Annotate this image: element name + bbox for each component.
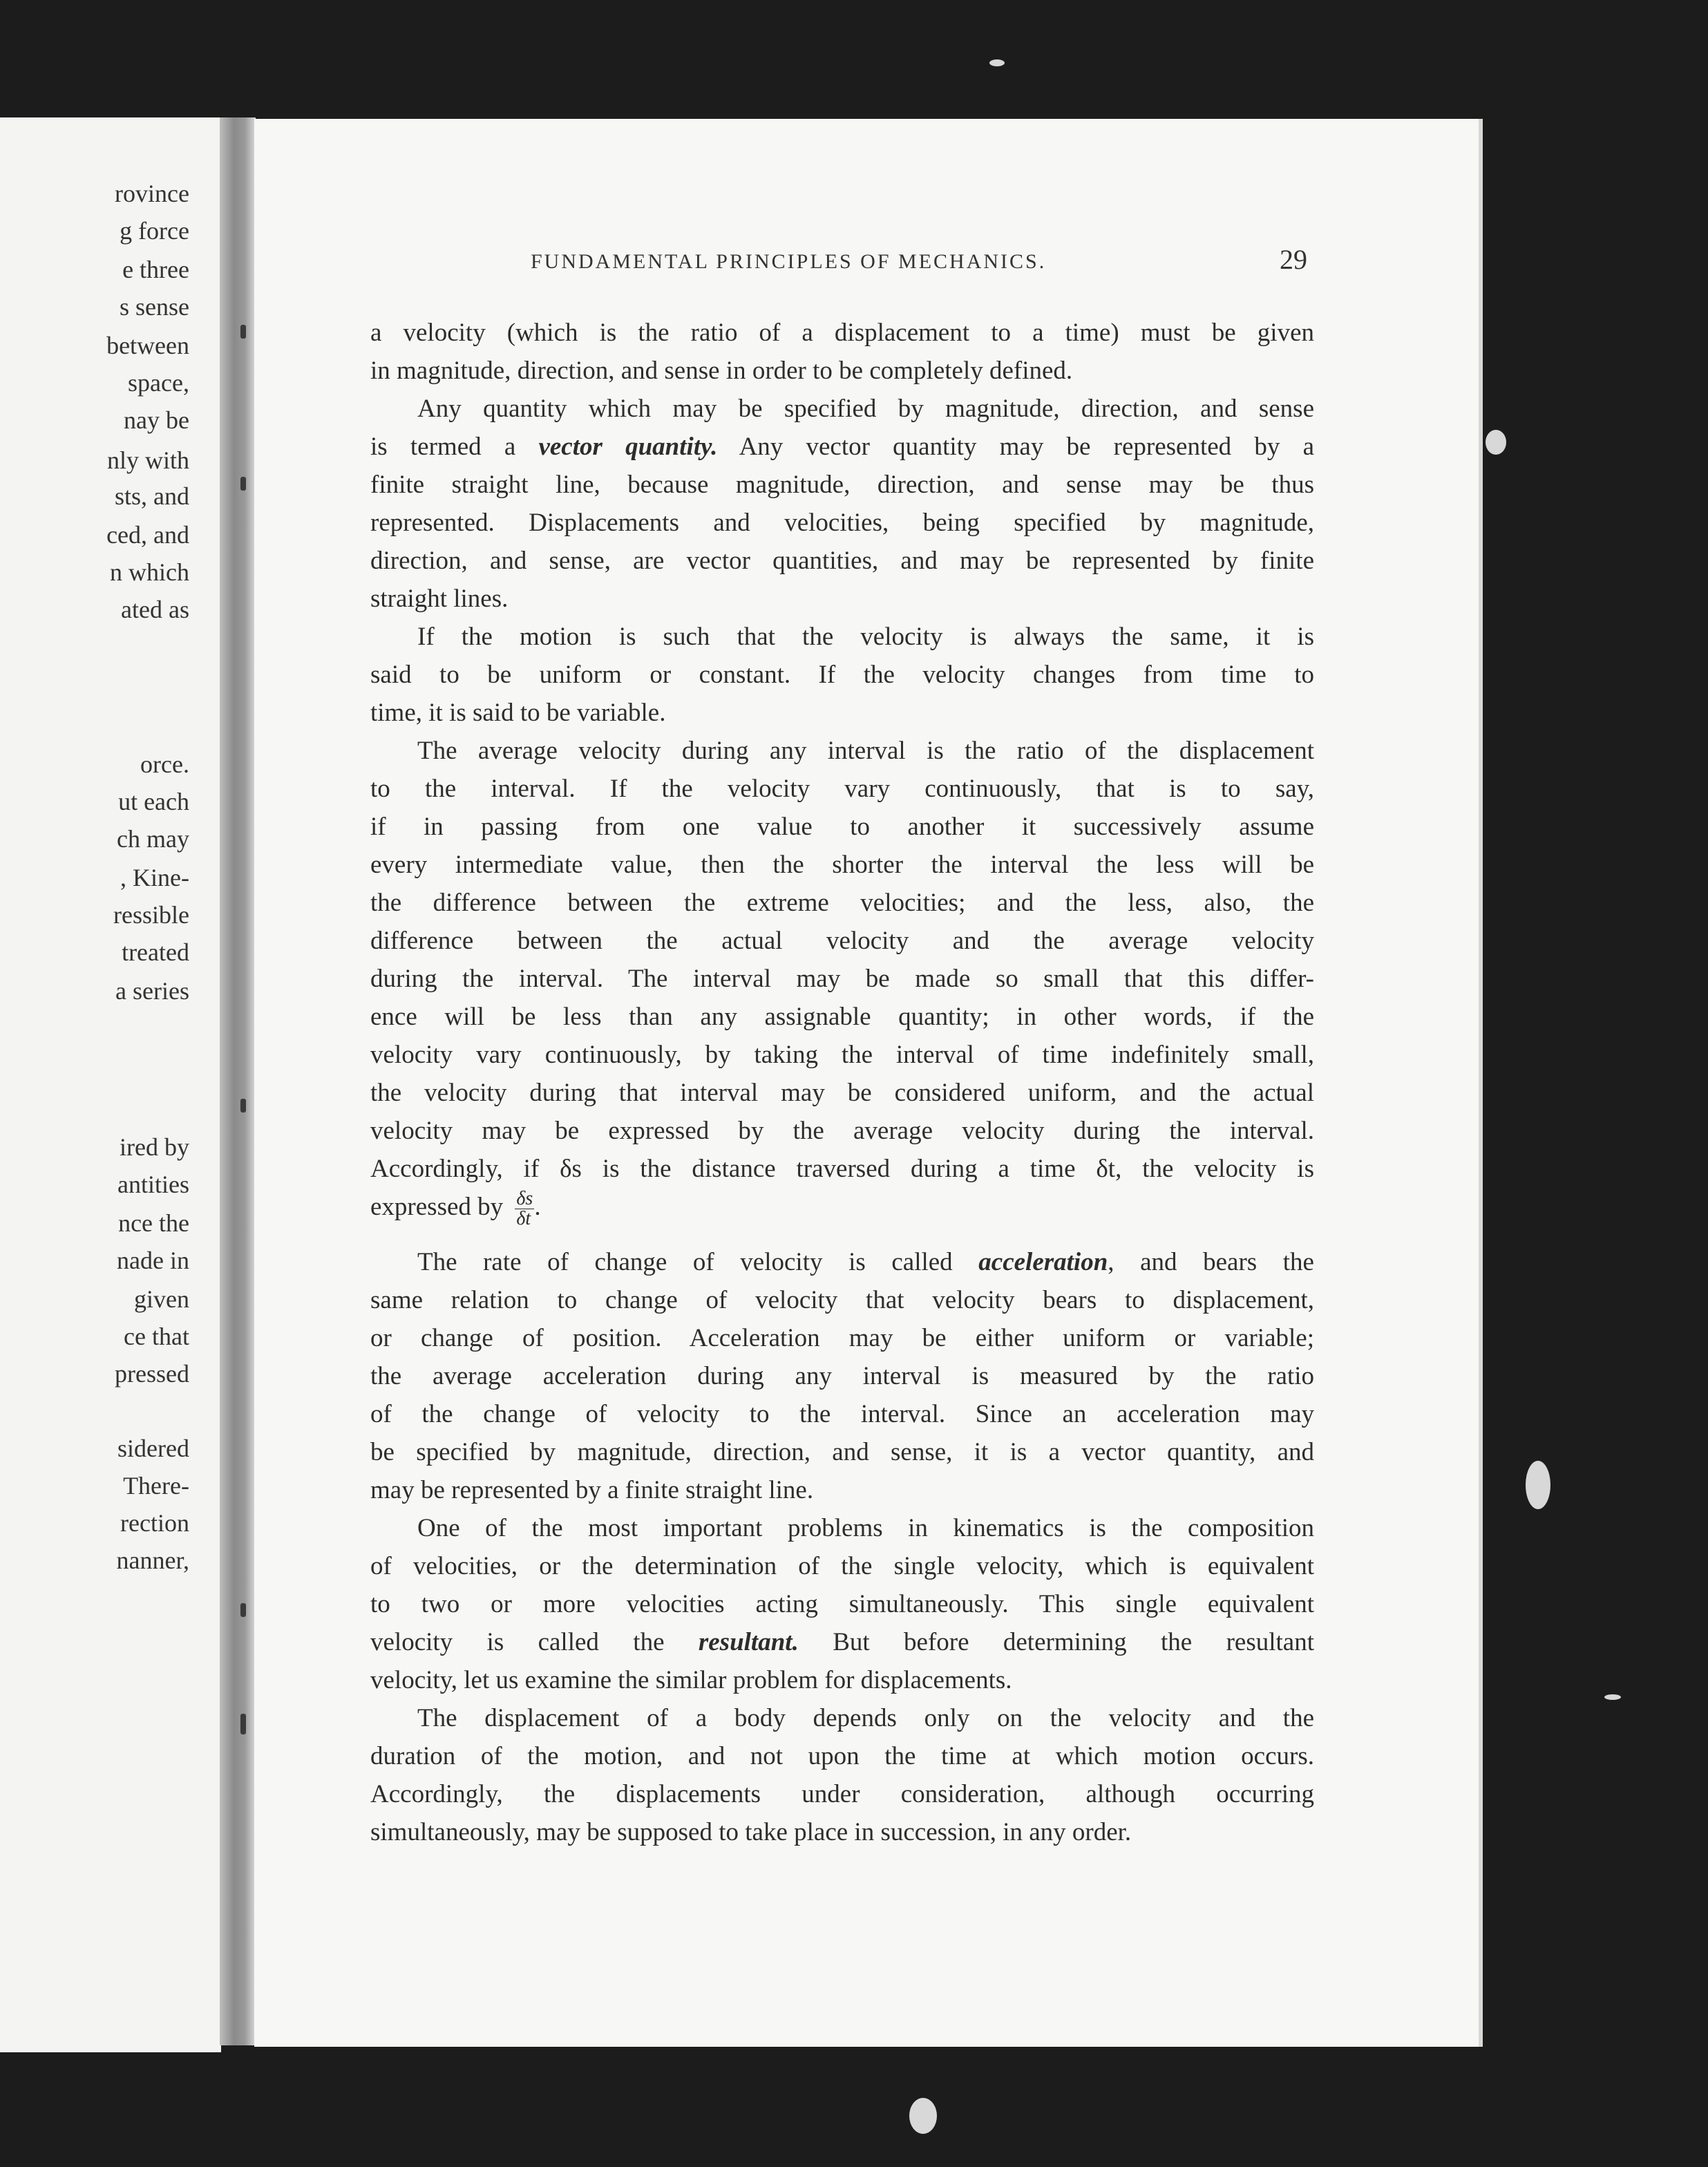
emphasized-term: acceleration (978, 1248, 1108, 1276)
dust-speck (989, 59, 1005, 66)
body-text (370, 314, 1314, 1851)
text-line: to the interval. If the velocity vary continuously, that is to say, (370, 775, 1314, 803)
left-page-text-fragment: rovince (115, 180, 189, 207)
text-line: be specified by magnitude, direction, and sense, it is a vector quantity, and (370, 1438, 1314, 1466)
text-line: ence will be less than any assignable quantity; in other words, if the (370, 1003, 1314, 1031)
text-line: velocity, let us examine the similar problem for displacements. (370, 1666, 1012, 1694)
left-page-text-fragment: ce that (124, 1323, 189, 1350)
text-line: the average acceleration during any interval is measured by the ratio (370, 1362, 1314, 1390)
text-line: simultaneously, may be supposed to take place in succession, in any order. (370, 1818, 1132, 1846)
left-page-text-fragment: ch may (117, 825, 189, 853)
left-page-text-fragment: s sense (120, 293, 189, 321)
text-line: said to be uniform or constant. If the velocity changes from time to (370, 661, 1314, 689)
gutter-mark (240, 1721, 246, 1734)
left-page-text-fragment: ired by (120, 1133, 189, 1161)
text-line: The average velocity during any interval is the ratio of the displacement (417, 737, 1314, 765)
left-page-text-fragment: nly with (106, 446, 189, 474)
left-page-text-fragment: n which (110, 558, 189, 586)
emphasized-term: vector quantity. (538, 433, 718, 461)
left-page-text-fragment: antities (117, 1171, 189, 1198)
left-page-text-fragment: g force (120, 217, 189, 245)
text-line: of velocities, or the determination of the single velocity, which is equivalent (370, 1552, 1314, 1580)
text-line: The rate of change of velocity is called acceleration, and bears the (417, 1248, 1314, 1276)
left-page-text-fragment: sidered (117, 1435, 189, 1462)
text-line: direction, and sense, are vector quantities, and may be represented by finite (370, 547, 1314, 575)
page-number: 29 (1280, 244, 1307, 275)
left-page-text-fragment: space, (128, 369, 189, 397)
left-page-text-fragment: a series (115, 977, 189, 1005)
left-page-text-fragment: sts, and (115, 482, 189, 510)
text-line: velocity may be expressed by the average velocity during the interval. (370, 1117, 1314, 1145)
left-page-text-fragment: between (106, 332, 189, 359)
left-page-text-fragment: pressed (115, 1360, 189, 1388)
dust-speck (1604, 1694, 1621, 1700)
text-line: expressed by $\frac{\delta s}{\delta t}$ . (370, 1188, 541, 1230)
left-page-text-fragment: ut each (118, 788, 189, 815)
left-page-text-fragment: orce. (140, 750, 189, 778)
text-line: Accordingly, the displacements under consideration, although occurring (370, 1780, 1314, 1808)
left-page-text-fragment: nade in (117, 1247, 189, 1274)
text-line: One of the most important problems in kinematics is the composition (417, 1514, 1314, 1542)
left-page-text-fragment: , Kine- (120, 864, 189, 891)
text-line: or change of position. Acceleration may be either uniform or variable; (370, 1324, 1314, 1352)
text-line: in magnitude, direction, and sense in order to be completely defined. (370, 357, 1073, 385)
text-line: difference between the actual velocity and the average velocity (370, 927, 1314, 955)
dust-speck (1526, 1461, 1550, 1509)
left-page-text-fragment: rection (120, 1509, 189, 1537)
left-page-text-fragment: given (134, 1285, 189, 1313)
gutter-mark (240, 1603, 246, 1617)
text-line: every intermediate value, then the shorter the interval the less will be (370, 851, 1314, 879)
text-line: Any quantity which may be specified by magnitude, direction, and sense (417, 395, 1314, 423)
text-line: if in passing from one value to another it successively assume (370, 813, 1314, 841)
running-head: FUNDAMENTAL PRINCIPLES OF MECHANICS. (531, 250, 1047, 273)
left-page-text-fragment: ced, and (106, 521, 189, 549)
left-page-text-fragment: There- (123, 1472, 189, 1499)
text-line: same relation to change of velocity that velocity bears to displacement, (370, 1286, 1314, 1314)
dust-speck (1486, 430, 1506, 455)
left-page-text-fragment: ated as (121, 596, 189, 623)
emphasized-term: resultant. (698, 1628, 799, 1656)
text-line: straight lines. (370, 585, 509, 613)
text-line: of the change of velocity to the interval. Since an acceleration may (370, 1400, 1314, 1428)
left-page-text-fragment: nanner, (116, 1546, 189, 1574)
book-gutter (220, 117, 256, 2045)
text-line: velocity is called the resultant. But before determining the resultant (370, 1628, 1314, 1656)
text-line: the velocity during that interval may be considered uniform, and the actual (370, 1079, 1314, 1107)
text-line: may be represented by a finite straight line. (370, 1476, 814, 1504)
text-line: a velocity (which is the ratio of a displacement to a time) must be given (370, 319, 1314, 347)
text-line: velocity vary continuously, by taking the interval of time indefinitely small, (370, 1041, 1314, 1069)
text-line: time, it is said to be variable. (370, 699, 666, 727)
text-line: duration of the motion, and not upon the time at which motion occurs. (370, 1742, 1314, 1770)
text-line: If the motion is such that the velocity is always the same, it is (417, 623, 1314, 651)
left-page-text-fragment: nay be (124, 406, 189, 434)
text-line: the difference between the extreme velocities; and the less, also, the (370, 889, 1314, 917)
left-page-text-fragment: nce the (118, 1209, 189, 1237)
gutter-mark (240, 477, 246, 491)
dust-speck (909, 2098, 937, 2134)
text-line: during the interval. The interval may be made so small that this differ- (370, 965, 1314, 993)
text-line: represented. Displacements and velocities, being specified by magnitude, (370, 509, 1314, 537)
fraction: $\frac{\delta s}{\delta t}$ (516, 1188, 533, 1230)
left-page-text-fragment: treated (122, 938, 189, 966)
left-page-text-fragment: ressible (113, 901, 189, 929)
text-line: is termed a vector quantity. Any vector quantity may be represented by a (370, 433, 1314, 461)
left-facing-page (0, 117, 221, 2052)
text-line: Accordingly, if δs is the distance traversed during a time δt, the velocity is (370, 1155, 1314, 1183)
text-line: to two or more velocities acting simultaneously. This single equivalent (370, 1590, 1314, 1618)
text-line: The displacement of a body depends only on the velocity and the (417, 1704, 1314, 1732)
gutter-mark (240, 325, 246, 339)
text-line: finite straight line, because magnitude, direction, and sense may be thus (370, 471, 1314, 499)
left-page-text-fragment: e three (122, 256, 189, 283)
gutter-mark (240, 1099, 246, 1113)
